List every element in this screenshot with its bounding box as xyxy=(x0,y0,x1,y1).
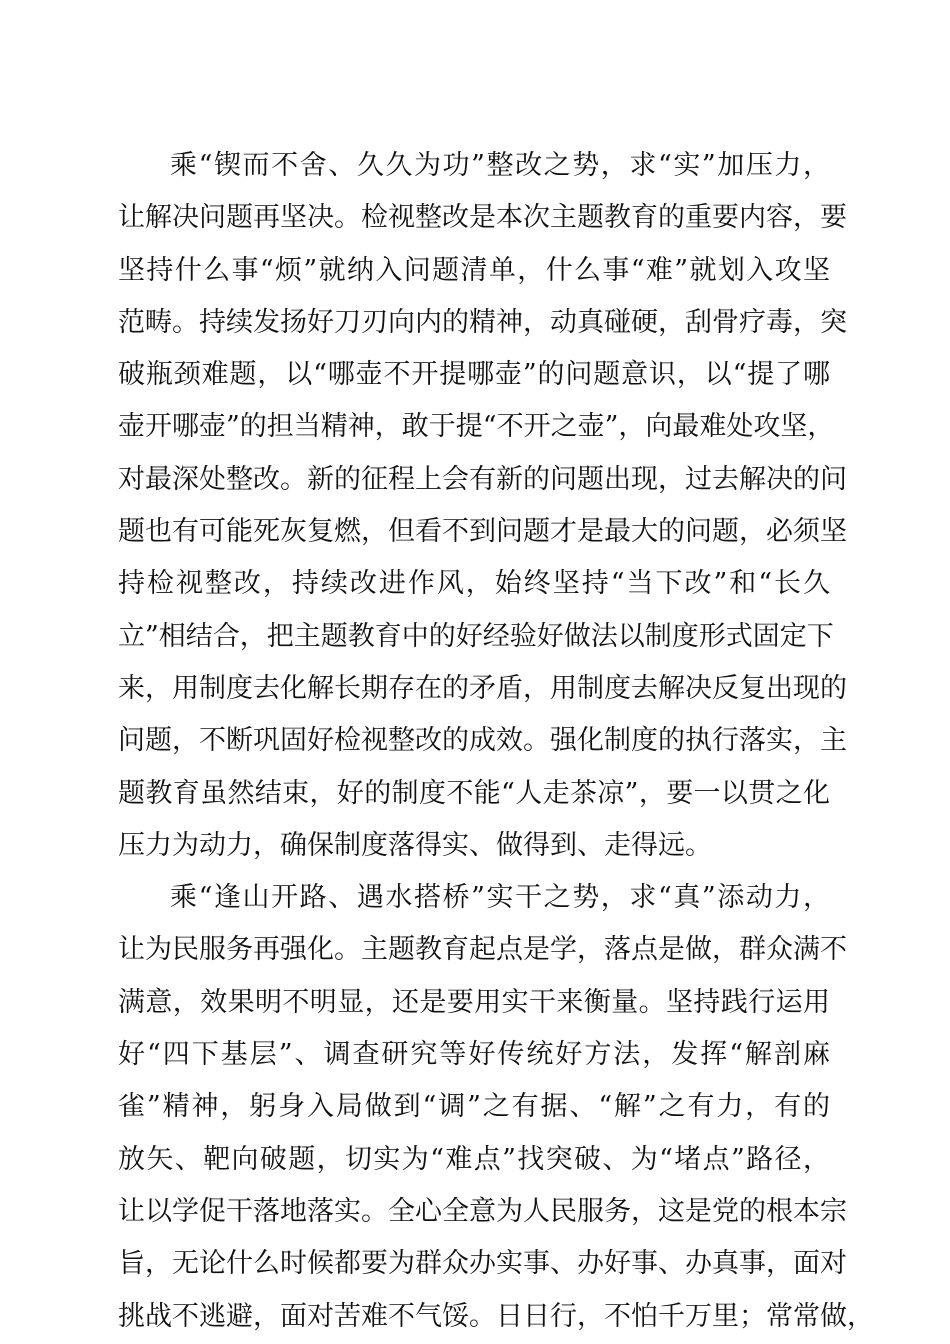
text-line: 让为民服务再强化。主题教育起点是学，落点是做，群众满不 xyxy=(118,934,847,966)
text-line: 来，用制度去化解长期存在的矛盾，用制度去解决反复出现的 xyxy=(118,672,847,704)
text-line: 雀”精神，躬身入局做到“调”之有据、“解”之有力，有的 xyxy=(118,1091,830,1123)
text-line: 让解决问题再坚决。检视整改是本次主题教育的重要内容，要 xyxy=(118,202,847,234)
text-line: 破瓶颈难题，以“哪壶不开提哪壶”的问题意识，以“提了哪 xyxy=(118,359,830,391)
text-line: 放矢、靶向破题，切实为“难点”找突破、为“堵点”路径， xyxy=(118,1143,830,1175)
text-line: 范畴。持续发扬好刀刃向内的精神，动真碰硬，刮骨疗毒，突 xyxy=(118,306,847,338)
text-line: 好“四下基层”、调查研究等好传统好方法，发挥“解剖麻 xyxy=(118,1039,830,1071)
text-line: 让以学促干落地落实。全心全意为人民服务，这是党的根本宗 xyxy=(118,1195,847,1227)
text-line: 壶开哪壶”的担当精神，敢于提“不开之壶”，向最难处攻坚， xyxy=(118,411,835,443)
paragraph-2 xyxy=(118,872,874,1343)
text-line: 问题，不断巩固好检视整改的成效。强化制度的执行落实，主 xyxy=(118,725,847,757)
text-line: 旨，无论什么时候都要为群众办实事、办好事、办真事，面对 xyxy=(118,1248,847,1280)
text-line: 立”相结合，把主题教育中的好经验好做法以制度形式固定下 xyxy=(118,620,834,652)
text-line: 挑战不逃避，面对苦难不气馁。日日行，不怕千万里；常常做， xyxy=(118,1300,874,1332)
text-line: 对最深处整改。新的征程上会有新的问题出现，过去解决的问 xyxy=(118,463,847,495)
text-line: 乘“锲而不舍、久久为功”整改之势，求“实”加压力， xyxy=(170,150,830,181)
text-line: 压力为动力，确保制度落得实、做得到、走得远。 xyxy=(118,829,712,861)
text-line: 持检视整改，持续改进作风，始终坚持“当下改”和“长久 xyxy=(118,568,830,600)
text-line: 乘“逢山开路、遇水搭桥”实干之势，求“真”添动力， xyxy=(170,882,830,914)
text-line: 满意，效果明不明显，还是要用实干来衡量。坚持践行运用 xyxy=(118,986,830,1018)
document-body xyxy=(118,140,874,1343)
text-line: 坚持什么事“烦”就纳入问题清单，什么事“难”就划入攻坚 xyxy=(118,254,830,286)
text-line: 题教育虽然结束，好的制度不能“人走茶凉”，要一以贯之化 xyxy=(118,777,830,809)
text-line: 题也有可能死灰复燃，但看不到问题才是最大的问题，必须坚 xyxy=(118,516,847,548)
paragraph-1 xyxy=(118,140,847,872)
